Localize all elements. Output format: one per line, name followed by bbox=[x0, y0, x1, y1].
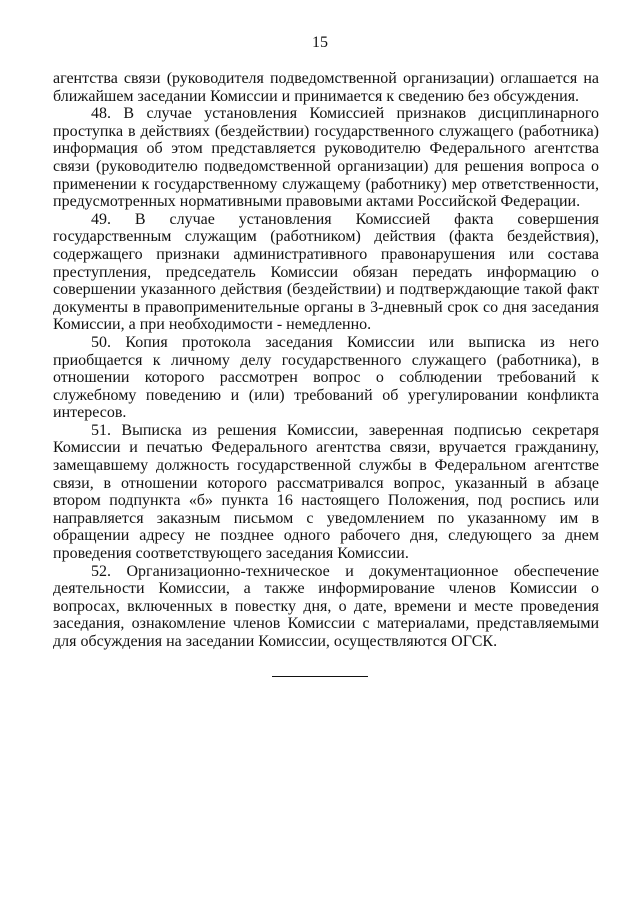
paragraph-48: 48. В случае установления Комиссией признаков дисциплинарного проступка в действиях (бездействии) государственного служащего (работника) информация об этом представляется руководителю Федерального агентства связи (руководителю подведомственной организации) для решения вопроса о применении к государственному служащему (работнику) мер ответственности, предусмотренных нормативными правовыми актами Российской Федерации. bbox=[53, 105, 599, 211]
paragraph-51: 51. Выписка из решения Комиссии, заверенная подписью секретаря Комиссии и печатью Федерального агентства связи, вручается гражданину, замещавшему должность государственной службы в Федеральном агентстве связи, в отношении которого рассматривался вопрос, указанный в абзаце втором подпункта «б» пункта 16 настоящего Положения, под роспись или направляется заказным письмом с уведомлением по указанному им в обращении адресу не позднее одного рабочего дня, следующего за днем проведения соответствующего заседания Комиссии. bbox=[53, 421, 599, 563]
paragraph-52: 52. Организационно-техническое и документационное обеспечение деятельности Комиссии, а также информирование членов Комиссии о вопросах, включенных в повестку дня, о дате, времени и месте проведения заседания, ознакомление членов Комиссии с материалами, представляемыми для обсуждения на заседании Комиссии, осуществляются ОГСК. bbox=[53, 562, 599, 650]
paragraph-49: 49. В случае установления Комиссией факта совершения государственным служащим (работником) действия (факта бездействия), содержащего признаки административного правонарушения или состава преступления, председатель Комиссии обязан передать информацию о совершении указанного действия (бездействии) и подтверждающие такой факт документы в правоприменительные органы в 3-дневный срок со дня заседания Комиссии, а при необходимости - немедленно. bbox=[53, 210, 599, 334]
paragraph-50: 50. Копия протокола заседания Комиссии или выписка из него приобщается к личному делу государственного служащего (работника), в отношении которого рассмотрен вопрос о соблюдении требований к служебному поведению и (или) требований об урегулировании конфликта интересов. bbox=[53, 333, 599, 422]
end-divider-line bbox=[272, 676, 368, 677]
page-number: 15 bbox=[312, 34, 328, 51]
paragraph-continuation: агентства связи (руководителя подведомственной организации) оглашается на ближайшем заседании Комиссии и принимается к сведению без обсуждения. bbox=[53, 70, 599, 105]
document-body bbox=[53, 70, 599, 651]
